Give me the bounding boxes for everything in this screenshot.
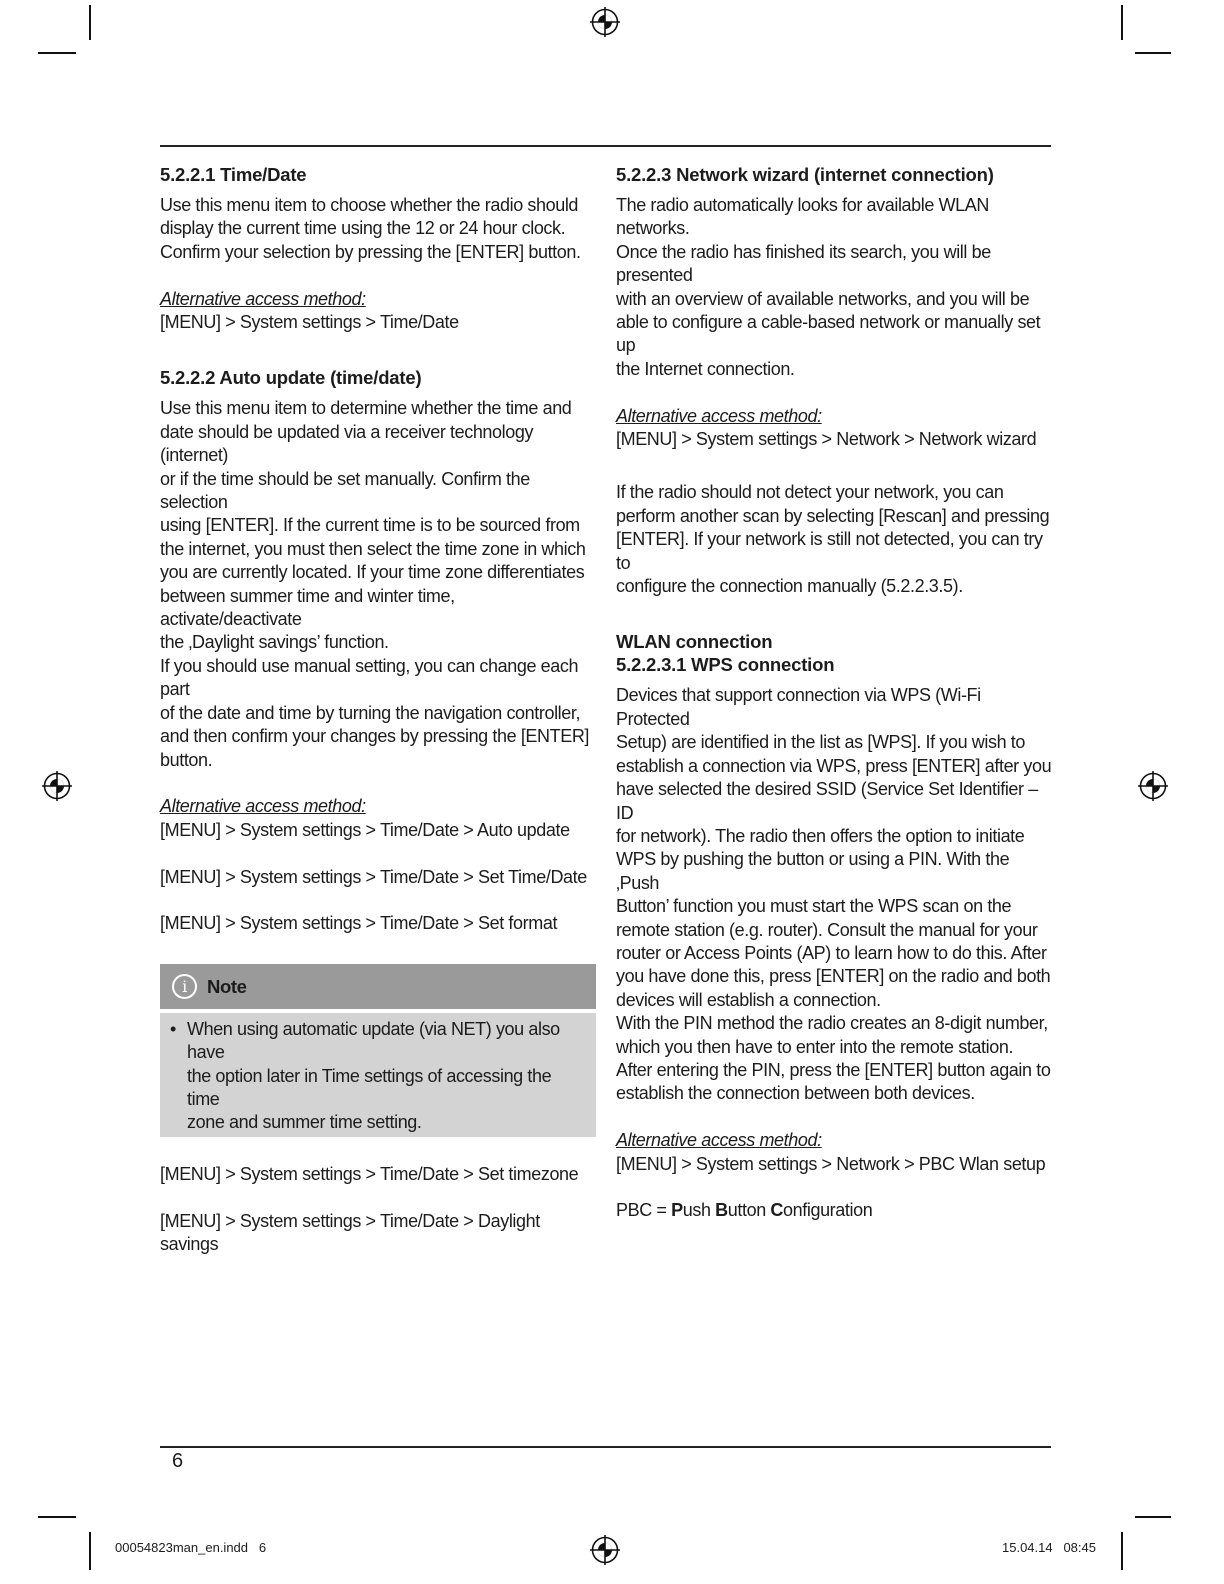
info-icon: i (172, 974, 197, 999)
paragraph-line: With the PIN method the radio creates an 8-digit number, (616, 1013, 1048, 1034)
crop-mark (38, 52, 76, 54)
paragraph-line: router or Access Points (AP) to learn how to do this. After (616, 942, 1047, 963)
paragraph-line: with an overview of available networks, and you will be (616, 288, 1030, 309)
pbc-definition: PBC = Push Button Configuration (616, 1200, 873, 1221)
slug-filename: 00054823man_en.indd 6 (115, 1540, 267, 1555)
section-heading-network-wizard: 5.2.2.3 Network wizard (internet connection) (616, 164, 994, 185)
paragraph-line: perform another scan by selecting [Rescan] and pressing (616, 505, 1050, 526)
paragraph-line: configure the connection manually (5.2.2.3.5). (616, 576, 963, 597)
crop-mark (89, 5, 91, 40)
alternative-access-label: Alternative access method: (160, 796, 366, 817)
paragraph-line: If the radio should not detect your network, you can (616, 482, 1004, 503)
paragraph-line: you are currently located. If your time zone differentiates (160, 562, 585, 583)
paragraph-line: and then confirm your changes by pressing the [ENTER] (160, 726, 590, 747)
menu-path: [MENU] > System settings > Time/Date > Daylight savings (160, 1210, 540, 1254)
paragraph-line: Use this menu item to determine whether the time and (160, 398, 572, 419)
paragraph-line: able to configure a cable-based network or manually set up (616, 312, 1041, 356)
paragraph-line: you have done this, press [ENTER] on the radio and both (616, 966, 1051, 987)
section-heading-time-date: 5.2.2.1 Time/Date (160, 164, 307, 185)
paragraph-line: the Internet connection. (616, 358, 795, 379)
alternative-access-label: Alternative access method: (616, 1130, 822, 1151)
wps-connection-heading: 5.2.2.3.1 WPS connection (616, 654, 835, 676)
menu-path: [MENU] > System settings > Time/Date > Set timezone (160, 1163, 579, 1184)
paragraph-line: devices will establish a connection. (616, 989, 881, 1010)
paragraph-line: or if the time should be set manually. Confirm the selection (160, 468, 530, 513)
paragraph-line: The radio automatically looks for available WLAN networks. (616, 195, 989, 239)
menu-path: [MENU] > System settings > Time/Date > Set Time/Date (160, 866, 587, 887)
menu-path: [MENU] > System settings > Time/Date (160, 312, 459, 333)
paragraph-line: remote station (e.g. router). Consult the manual for your (616, 919, 1038, 940)
note-line: zone and summer time setting. (187, 1112, 422, 1133)
wlan-connection-heading: WLAN connection (616, 631, 773, 653)
paragraph-line: After entering the PIN, press the [ENTER] button again to (616, 1059, 1051, 1080)
paragraph-line: which you then have to enter into the remote station. (616, 1036, 1014, 1057)
alternative-access-label: Alternative access method: (616, 405, 822, 426)
page-number: 6 (172, 1450, 184, 1472)
crop-mark (1121, 5, 1123, 40)
alternative-access-label: Alternative access method: (160, 288, 366, 309)
paragraph-line: Devices that support connection via WPS (Wi-Fi Protected (616, 685, 981, 729)
paragraph-line: establish a connection via WPS, press [ENTER] after you (616, 755, 1052, 776)
crop-mark (1135, 52, 1171, 54)
paragraph-line: establish the connection between both devices. (616, 1083, 975, 1104)
registration-mark-icon (1138, 771, 1168, 801)
paragraph-line: Once the radio has finished its search, you will be presented (616, 241, 991, 286)
slug-timestamp: 15.04.14 08:45 (1002, 1540, 1096, 1555)
paragraph-line: for network). The radio then offers the option to initiate (616, 825, 1025, 846)
paragraph-line: button. (160, 749, 213, 770)
note-box (160, 964, 596, 1137)
paragraph-line: WPS by pushing the button or using a PIN. With the ‚Push (616, 849, 1010, 893)
paragraph-line: between summer time and winter time, activate/deactivate (160, 585, 455, 630)
registration-mark-icon (590, 7, 620, 37)
registration-mark-icon (42, 771, 72, 801)
paragraph-line: [ENTER]. If your network is still not detected, you can try to (616, 529, 1043, 573)
note-line: When using automatic update (via NET) you also have (187, 1018, 560, 1063)
paragraph-line: the ‚Daylight savings’ function. (160, 632, 389, 653)
paragraph-line: display the current time using the 12 or 24 hour clock. (160, 218, 566, 239)
note-body (160, 1013, 596, 1137)
menu-path: [MENU] > System settings > Network > PBC Wlan setup (616, 1153, 1046, 1174)
menu-path: [MENU] > System settings > Network > Network wizard (616, 429, 1037, 450)
paragraph-line: If you should use manual setting, you can change each part (160, 655, 579, 700)
crop-mark (1135, 1516, 1171, 1518)
paragraph-line: date should be updated via a receiver technology (internet) (160, 421, 534, 466)
note-line: the option later in Time settings of accessing the time (187, 1065, 552, 1109)
paragraph-line: using [ENTER]. If the current time is to be sourced from (160, 515, 580, 536)
menu-path: [MENU] > System settings > Time/Date > Set format (160, 913, 558, 934)
note-title: Note (207, 975, 247, 997)
paragraph-line: of the date and time by turning the navigation controller, (160, 702, 581, 723)
crop-mark (89, 1532, 91, 1570)
footer-rule (160, 1446, 1051, 1448)
left-column (160, 160, 596, 1256)
right-column (616, 160, 1056, 1223)
paragraph-line: the internet, you must then select the time zone in which (160, 538, 586, 559)
header-rule (160, 145, 1051, 147)
paragraph-line: Use this menu item to choose whether the radio should (160, 195, 579, 215)
section-heading-auto-update: 5.2.2.2 Auto update (time/date) (160, 367, 422, 389)
crop-mark (1121, 1532, 1123, 1570)
paragraph-line: Setup) are identified in the list as [WPS]. If you wish to (616, 732, 1026, 753)
paragraph-line: have selected the desired SSID (Service Set Identifier – ID (616, 779, 1038, 823)
paragraph-line: Confirm your selection by pressing the [ENTER] button. (160, 241, 581, 262)
paragraph-line: Button’ function you must start the WPS scan on the (616, 896, 1012, 917)
registration-mark-icon (590, 1535, 620, 1565)
menu-path: [MENU] > System settings > Time/Date > Auto update (160, 819, 570, 840)
note-header (160, 964, 596, 1009)
bullet-icon: • (170, 1018, 176, 1039)
crop-mark (38, 1516, 76, 1518)
